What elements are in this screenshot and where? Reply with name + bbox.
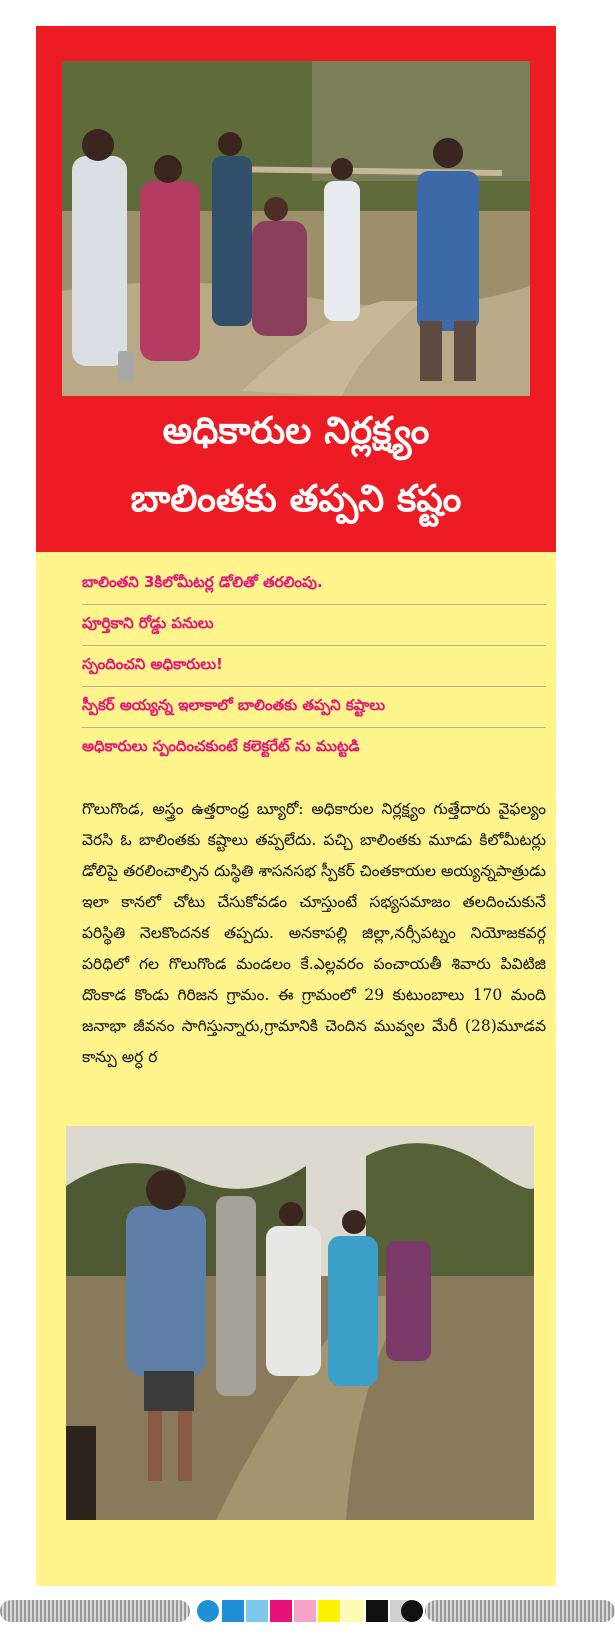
headline-panel: [36, 26, 556, 552]
top-photo: [62, 61, 530, 396]
headline-line-1: అధికారుల నిర్లక్ష్యం: [162, 409, 430, 452]
news-article: [36, 26, 556, 1586]
print-registration-strip: [0, 1596, 615, 1626]
subheadline: బాలింతని 3కిలోమీటర్ల డోలితో తరలింపు.: [82, 564, 546, 605]
subheadline: పూర్తికాని రోడ్డు పనులు: [82, 605, 546, 646]
subheadline-list: [82, 564, 546, 768]
headline-line-2: బాలింతకు తప్పని కష్టం: [130, 477, 462, 520]
article-body: గొలుగొండ, అస్త్రం ఉత్తరాంధ్ర బ్యూరో: అధికారుల నిర్లక్ష్యం గుత్తేదారు వైఫల్యం వెరసి ఓ బాలింతకు కష్టాలు తప్పలేదు. పచ్చి బాలింతకు మూడు కిలోమీటర్లు డోలిపై తరలించాల్సిన దుస్థితి శాసనసభ స్పీకర్ చింతకాయల అయ్యన్నపాత్రుడు ఇలా కానలో చోటు చేసుకోవడం చూస్తుంటే సభ్యసమాజం తలదించుకునే పరిస్థితి నెలకొందనక తప్పదు. అనకాపల్లి జిల్లా,నర్సీపట్నం నియోజకవర్గ పరిధిలో గల గొలుగొండ మండలం కే.ఎల్లవరం పంచాయతీ శివారు పివిటిజి దొంకాడ కొండు గిరిజన గ్రామం. ఈ గ్రామంలో 29 కుటుంబాలు 170 మంది జనాభా జీవనం సాగిస్తున్నారు,గ్రామానికి చెందిన మువ్వల మేరీ (28)మూడవ కాన్పు అర్ధ ర: [82, 800, 546, 1066]
subheadline: స్పీకర్ అయ్యన్న ఇలాకాలో బాలింతకు తప్పని కష్టాలు: [82, 687, 546, 728]
subheadline: అధికారులు స్పందించకుంటే కలెక్టరేట్ ను ముట్టడి: [82, 737, 360, 755]
subheadline: స్పందించని అధికారులు!: [82, 646, 546, 687]
bottom-photo: [66, 1126, 534, 1520]
